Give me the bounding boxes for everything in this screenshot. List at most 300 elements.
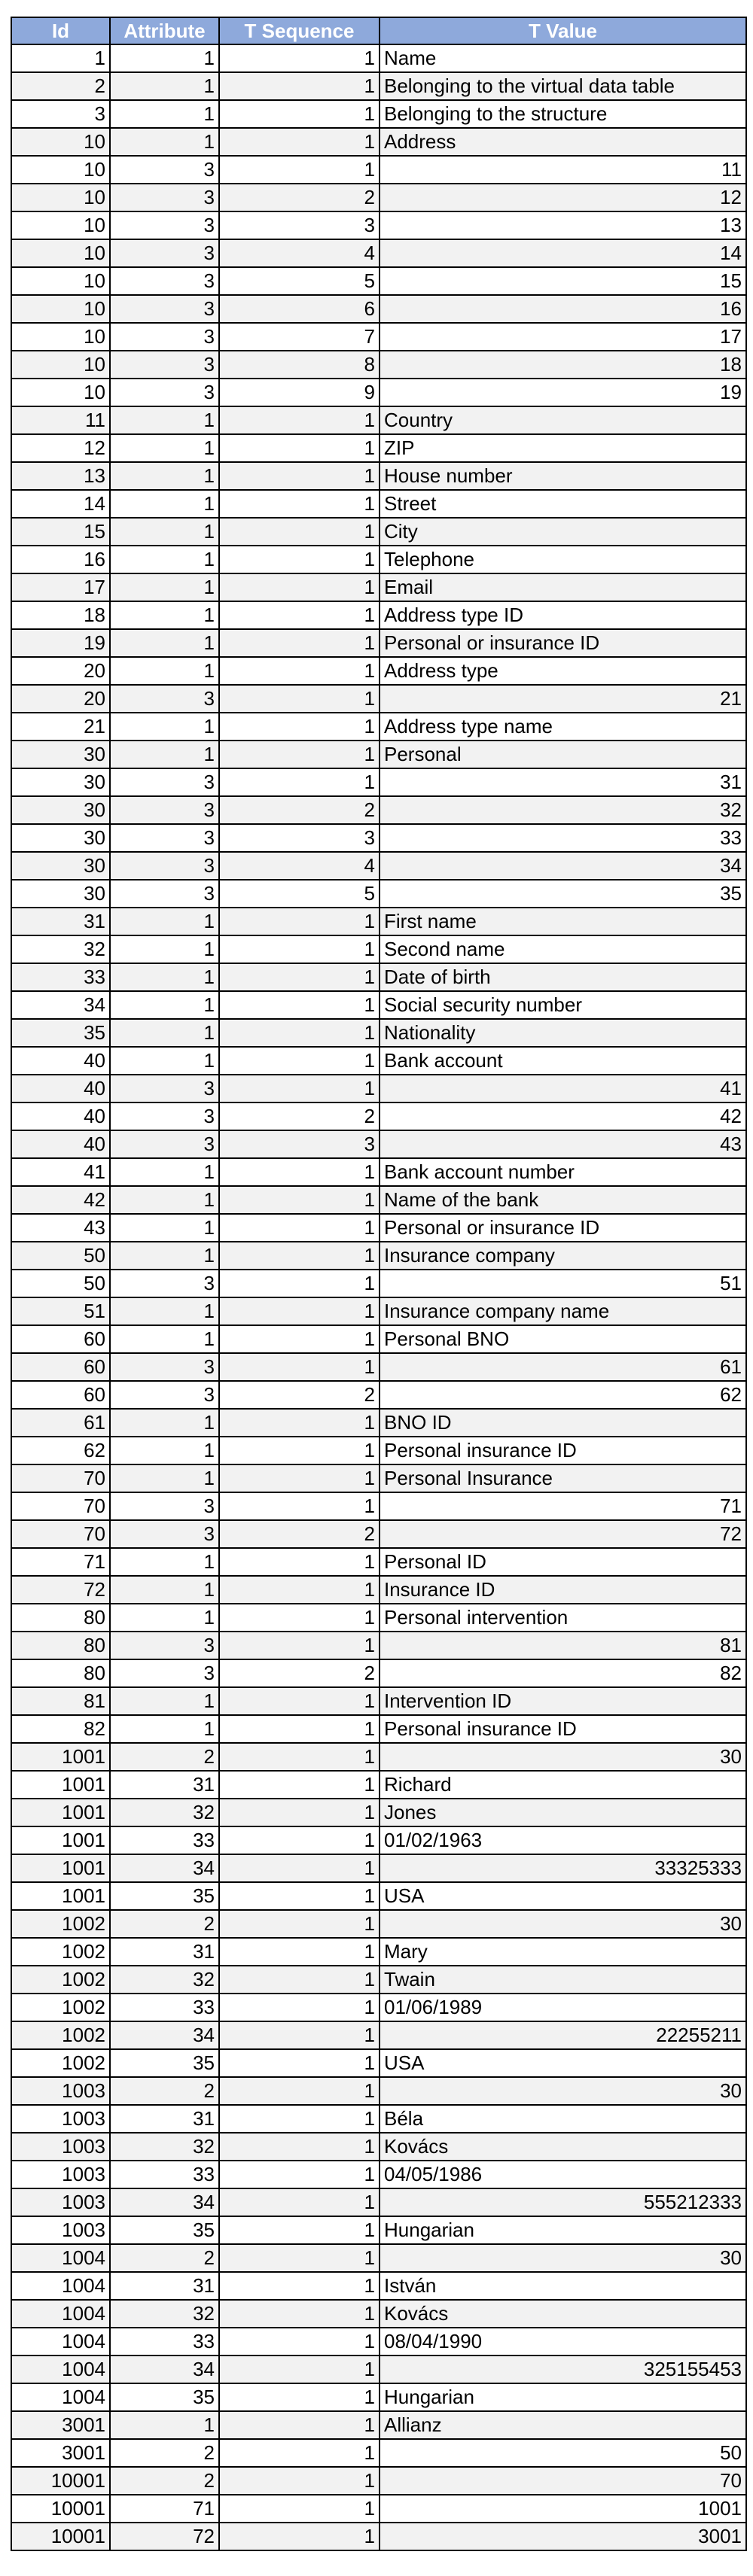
cell-t-sequence: 1 [219,546,380,573]
cell-t-value: USA [380,2049,746,2077]
cell-attribute: 1 [110,1214,219,1242]
cell-id: 1003 [11,2161,110,2188]
cell-t-value: Street [380,490,746,518]
cell-t-value: Personal ID [380,1548,746,1576]
cell-t-value: Insurance company name [380,1297,746,1325]
table-row [11,908,746,935]
cell-id: 72 [11,1576,110,1604]
cell-id: 1004 [11,2328,110,2356]
cell-attribute: 3 [110,824,219,852]
cell-attribute: 1 [110,2411,219,2439]
cell-id: 62 [11,1437,110,1464]
table-row [11,741,746,768]
cell-attribute: 1 [110,100,219,128]
cell-id: 1002 [11,2021,110,2049]
cell-t-sequence: 1 [219,1743,380,1771]
cell-attribute: 1 [110,1019,219,1047]
cell-t-value: 30 [380,1743,746,1771]
table-row [11,1966,746,1994]
cell-t-value: Address type name [380,713,746,741]
cell-t-value: Personal Insurance [380,1464,746,1492]
cell-t-sequence: 1 [219,1687,380,1715]
table-row [11,351,746,379]
cell-t-value: 33325333 [380,1854,746,1882]
table-row [11,1186,746,1214]
cell-attribute: 33 [110,2328,219,2356]
cell-attribute: 1 [110,462,219,490]
cell-t-sequence: 1 [219,1214,380,1242]
cell-t-value: 16 [380,295,746,323]
cell-attribute: 2 [110,2244,219,2272]
cell-t-sequence: 1 [219,768,380,796]
cell-t-sequence: 1 [219,2244,380,2272]
cell-t-sequence: 1 [219,1019,380,1047]
cell-t-value: 30 [380,1910,746,1938]
cell-attribute: 32 [110,1799,219,1826]
cell-id: 30 [11,741,110,768]
cell-t-sequence: 1 [219,2105,380,2133]
cell-t-value: Belonging to the virtual data table [380,72,746,100]
cell-t-value: Bank account number [380,1158,746,1186]
cell-attribute: 1 [110,741,219,768]
cell-attribute: 3 [110,1520,219,1548]
table-row [11,629,746,657]
cell-id: 1002 [11,1910,110,1938]
table-row [11,2105,746,2133]
cell-id: 10 [11,128,110,156]
cell-attribute: 3 [110,1075,219,1102]
cell-t-sequence: 1 [219,1882,380,1910]
cell-attribute: 1 [110,1409,219,1437]
cell-t-value: 01/02/1963 [380,1826,746,1854]
cell-t-sequence: 1 [219,2188,380,2216]
cell-t-value: 70 [380,2467,746,2495]
cell-t-sequence: 2 [219,184,380,211]
cell-id: 17 [11,573,110,601]
cell-attribute: 3 [110,1632,219,1659]
cell-attribute: 2 [110,2439,219,2467]
table-row [11,1576,746,1604]
table-row [11,1353,746,1381]
cell-t-sequence: 6 [219,295,380,323]
table-row [11,1075,746,1102]
cell-id: 13 [11,462,110,490]
cell-attribute: 2 [110,2467,219,2495]
table-row [11,1409,746,1437]
table-row [11,2383,746,2411]
cell-t-sequence: 1 [219,1047,380,1075]
cell-t-value: 325155453 [380,2356,746,2383]
cell-t-value: 51 [380,1270,746,1297]
cell-id: 1003 [11,2133,110,2161]
cell-attribute: 3 [110,295,219,323]
cell-id: 34 [11,991,110,1019]
cell-t-value: Jones [380,1799,746,1826]
cell-t-value: Nationality [380,1019,746,1047]
cell-t-sequence: 1 [219,434,380,462]
cell-t-sequence: 1 [219,1464,380,1492]
table-row [11,2188,746,2216]
cell-id: 1004 [11,2300,110,2328]
cell-attribute: 3 [110,184,219,211]
cell-id: 3001 [11,2411,110,2439]
cell-t-value: 15 [380,267,746,295]
cell-t-sequence: 1 [219,128,380,156]
cell-t-value: 08/04/1990 [380,2328,746,2356]
cell-t-sequence: 1 [219,1409,380,1437]
table-row [11,1102,746,1130]
cell-t-value: Date of birth [380,963,746,991]
cell-t-value: 21 [380,685,746,713]
cell-attribute: 1 [110,1687,219,1715]
cell-attribute: 1 [110,1325,219,1353]
cell-id: 60 [11,1325,110,1353]
cell-id: 3001 [11,2439,110,2467]
cell-t-sequence: 1 [219,1715,380,1743]
cell-id: 10 [11,184,110,211]
cell-t-value: Personal [380,741,746,768]
cell-attribute: 1 [110,1158,219,1186]
table-row [11,2439,746,2467]
cell-id: 11 [11,406,110,434]
cell-id: 50 [11,1242,110,1270]
cell-attribute: 1 [110,1047,219,1075]
cell-t-sequence: 1 [219,44,380,72]
cell-attribute: 1 [110,1242,219,1270]
cell-t-value: Address [380,128,746,156]
table-row [11,685,746,713]
cell-t-sequence: 1 [219,1604,380,1632]
cell-t-value: Email [380,573,746,601]
cell-id: 40 [11,1102,110,1130]
cell-t-sequence: 4 [219,852,380,880]
cell-t-sequence: 1 [219,573,380,601]
cell-attribute: 1 [110,44,219,72]
cell-id: 30 [11,796,110,824]
cell-t-sequence: 2 [219,1520,380,1548]
cell-t-value: 04/05/1986 [380,2161,746,2188]
cell-id: 18 [11,601,110,629]
cell-attribute: 31 [110,2105,219,2133]
table-row [11,1297,746,1325]
cell-t-sequence: 1 [219,1548,380,1576]
cell-attribute: 32 [110,1966,219,1994]
cell-t-value: Personal insurance ID [380,1715,746,1743]
cell-t-value: BNO ID [380,1409,746,1437]
cell-t-sequence: 1 [219,741,380,768]
cell-attribute: 32 [110,2133,219,2161]
cell-t-value: Name of the bank [380,1186,746,1214]
cell-t-value: Bank account [380,1047,746,1075]
cell-attribute: 33 [110,2161,219,2188]
cell-attribute: 35 [110,2049,219,2077]
cell-t-sequence: 5 [219,880,380,908]
cell-id: 43 [11,1214,110,1242]
cell-t-value: 61 [380,1353,746,1381]
cell-t-sequence: 5 [219,267,380,295]
table-row [11,156,746,184]
cell-attribute: 3 [110,351,219,379]
cell-id: 71 [11,1548,110,1576]
cell-t-sequence: 7 [219,323,380,351]
cell-id: 1001 [11,1771,110,1799]
cell-attribute: 1 [110,1297,219,1325]
cell-t-sequence: 1 [219,156,380,184]
table-row [11,2495,746,2523]
cell-attribute: 3 [110,1353,219,1381]
cell-attribute: 3 [110,1130,219,1158]
table-row [11,1659,746,1687]
cell-t-value: House number [380,462,746,490]
cell-attribute: 3 [110,796,219,824]
table-row [11,434,746,462]
cell-attribute: 1 [110,1186,219,1214]
cell-t-sequence: 9 [219,379,380,406]
table-row [11,2523,746,2550]
cell-t-sequence: 1 [219,991,380,1019]
cell-t-sequence: 1 [219,100,380,128]
table-row [11,2356,746,2383]
cell-attribute: 35 [110,2383,219,2411]
table-row [11,44,746,72]
cell-attribute: 35 [110,2216,219,2244]
cell-attribute: 1 [110,72,219,100]
table-row [11,379,746,406]
table-row [11,1715,746,1743]
table-row [11,2049,746,2077]
cell-t-sequence: 1 [219,1966,380,1994]
cell-attribute: 1 [110,713,219,741]
cell-t-value: Personal BNO [380,1325,746,1353]
cell-t-value: 32 [380,796,746,824]
cell-id: 51 [11,1297,110,1325]
table-row [11,1632,746,1659]
cell-attribute: 3 [110,768,219,796]
cell-attribute: 2 [110,2077,219,2105]
cell-attribute: 1 [110,908,219,935]
cell-t-value: 1001 [380,2495,746,2523]
cell-t-sequence: 1 [219,462,380,490]
cell-id: 30 [11,852,110,880]
cell-attribute: 3 [110,323,219,351]
cell-t-value: Intervention ID [380,1687,746,1715]
table-row [11,72,746,100]
cell-attribute: 3 [110,1492,219,1520]
cell-id: 10 [11,156,110,184]
cell-attribute: 3 [110,852,219,880]
cell-id: 81 [11,1687,110,1715]
cell-t-value: Personal intervention [380,1604,746,1632]
cell-t-sequence: 1 [219,490,380,518]
cell-id: 1003 [11,2105,110,2133]
cell-t-sequence: 2 [219,796,380,824]
cell-t-value: 35 [380,880,746,908]
table-row [11,2161,746,2188]
cell-attribute: 3 [110,1381,219,1409]
cell-t-sequence: 1 [219,2383,380,2411]
cell-t-value: 41 [380,1075,746,1102]
table-row [11,657,746,685]
cell-attribute: 1 [110,935,219,963]
cell-t-sequence: 1 [219,935,380,963]
cell-t-value: 14 [380,239,746,267]
cell-id: 30 [11,880,110,908]
table-row [11,184,746,211]
cell-id: 30 [11,768,110,796]
cell-attribute: 1 [110,1576,219,1604]
table-header [11,17,746,44]
cell-t-sequence: 1 [219,2077,380,2105]
cell-t-sequence: 2 [219,1381,380,1409]
cell-t-value: Telephone [380,546,746,573]
table-row [11,1604,746,1632]
cell-t-value: 13 [380,211,746,239]
cell-t-sequence: 3 [219,1130,380,1158]
cell-t-sequence: 1 [219,72,380,100]
cell-t-value: 18 [380,351,746,379]
table-row [11,2021,746,2049]
table-row [11,128,746,156]
cell-t-value: 42 [380,1102,746,1130]
cell-t-value: 17 [380,323,746,351]
cell-id: 19 [11,629,110,657]
cell-t-value: USA [380,1882,746,1910]
cell-t-value: Insurance company [380,1242,746,1270]
cell-id: 1002 [11,1994,110,2021]
cell-t-value: 62 [380,1381,746,1409]
cell-id: 1003 [11,2077,110,2105]
cell-t-sequence: 1 [219,713,380,741]
cell-t-sequence: 1 [219,1632,380,1659]
cell-t-value: 11 [380,156,746,184]
cell-t-value: Address type ID [380,601,746,629]
cell-t-sequence: 1 [219,2356,380,2383]
cell-id: 1004 [11,2244,110,2272]
cell-id: 20 [11,685,110,713]
cell-t-value: Personal or insurance ID [380,629,746,657]
cell-id: 70 [11,1492,110,1520]
table-row [11,295,746,323]
header-row [11,17,746,44]
cell-id: 80 [11,1632,110,1659]
table-row [11,323,746,351]
cell-id: 1001 [11,1826,110,1854]
cell-id: 40 [11,1075,110,1102]
cell-t-sequence: 1 [219,908,380,935]
cell-t-sequence: 1 [219,629,380,657]
cell-id: 20 [11,657,110,685]
cell-t-value: 31 [380,768,746,796]
cell-t-value: 33 [380,824,746,852]
cell-t-value: 81 [380,1632,746,1659]
cell-t-sequence: 3 [219,824,380,852]
cell-t-sequence: 1 [219,2133,380,2161]
cell-t-value: Hungarian [380,2383,746,2411]
table-row [11,1520,746,1548]
cell-id: 10001 [11,2495,110,2523]
cell-attribute: 3 [110,685,219,713]
cell-t-sequence: 1 [219,2272,380,2300]
cell-t-sequence: 1 [219,2049,380,2077]
cell-t-value: 19 [380,379,746,406]
cell-id: 1002 [11,1966,110,1994]
column-header-t-value: T Value [380,17,746,44]
table-row [11,462,746,490]
cell-t-value: 30 [380,2244,746,2272]
cell-attribute: 31 [110,1771,219,1799]
cell-id: 35 [11,1019,110,1047]
table-row [11,601,746,629]
column-header-id: Id [11,17,110,44]
cell-t-value: Mary [380,1938,746,1966]
cell-t-sequence: 1 [219,601,380,629]
cell-attribute: 2 [110,1910,219,1938]
cell-id: 40 [11,1130,110,1158]
cell-id: 10 [11,239,110,267]
cell-id: 1003 [11,2216,110,2244]
cell-t-sequence: 1 [219,1576,380,1604]
cell-t-sequence: 8 [219,351,380,379]
cell-id: 50 [11,1270,110,1297]
cell-t-sequence: 1 [219,1325,380,1353]
table-body [11,44,746,2550]
cell-attribute: 3 [110,1270,219,1297]
cell-t-sequence: 1 [219,2411,380,2439]
cell-t-value: City [380,518,746,546]
cell-id: 70 [11,1520,110,1548]
cell-id: 60 [11,1381,110,1409]
table-row [11,1938,746,1966]
cell-id: 10 [11,379,110,406]
cell-attribute: 1 [110,1464,219,1492]
cell-id: 10001 [11,2467,110,2495]
cell-t-value: 555212333 [380,2188,746,2216]
cell-t-value: 12 [380,184,746,211]
cell-t-sequence: 1 [219,1297,380,1325]
cell-t-value: 22255211 [380,2021,746,2049]
cell-attribute: 3 [110,239,219,267]
cell-t-value: 82 [380,1659,746,1687]
cell-id: 1 [11,44,110,72]
table-row [11,2244,746,2272]
cell-attribute: 33 [110,1826,219,1854]
cell-id: 2 [11,72,110,100]
cell-t-sequence: 1 [219,2021,380,2049]
cell-attribute: 34 [110,2021,219,2049]
table-row [11,1158,746,1186]
table-row [11,1047,746,1075]
table-row [11,1910,746,1938]
cell-t-value: 3001 [380,2523,746,2550]
cell-attribute: 72 [110,2523,219,2550]
cell-t-value: Hungarian [380,2216,746,2244]
table-row [11,1214,746,1242]
cell-id: 1003 [11,2188,110,2216]
table-row [11,2216,746,2244]
cell-id: 1004 [11,2272,110,2300]
cell-id: 82 [11,1715,110,1743]
cell-attribute: 1 [110,406,219,434]
cell-attribute: 3 [110,267,219,295]
cell-id: 32 [11,935,110,963]
table-row [11,239,746,267]
table-row [11,991,746,1019]
table-row [11,1548,746,1576]
cell-t-value: 30 [380,2077,746,2105]
cell-id: 12 [11,434,110,462]
cell-t-sequence: 1 [219,1186,380,1214]
cell-t-sequence: 1 [219,2523,380,2550]
